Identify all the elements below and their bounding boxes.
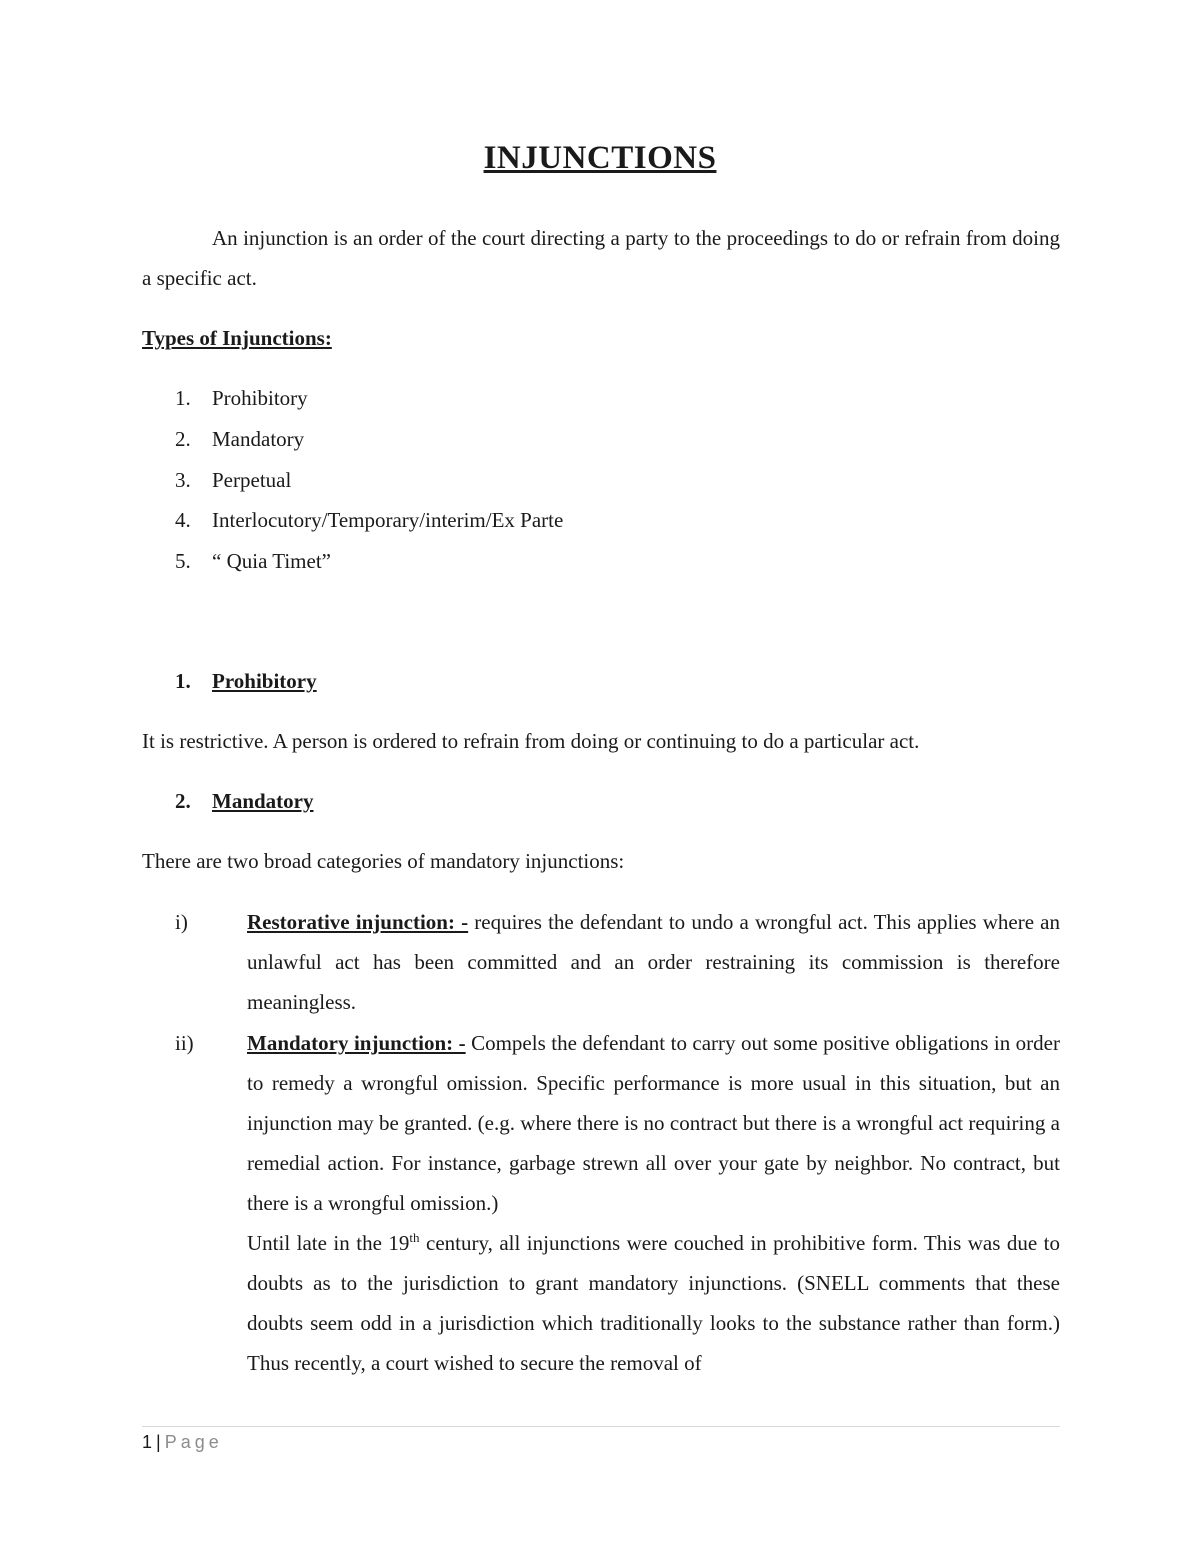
roman-item-content [247,1023,1060,1383]
history-text-start: Until late in the 19 [247,1231,410,1255]
list-number: 5. [175,549,191,574]
term-label: Restorative injunction: - [247,910,469,934]
section-number: 1. [175,669,191,693]
roman-marker: i) [175,910,188,934]
term-label: Mandatory injunction: - [247,1031,466,1055]
types-heading: Types of Injunctions: [142,326,332,350]
page-footer [142,1432,223,1453]
list-label: Mandatory [212,426,305,451]
intro-paragraph [142,218,1060,298]
list-item [142,500,563,541]
mandatory-description: There are two broad categories of mandatory injunctions: [142,849,625,873]
list-number: 3. [175,467,191,492]
roman-item-content [247,902,1060,1022]
list-number: 2. [175,426,191,451]
list-number: 1. [175,386,191,410]
section-title: Mandatory [212,789,314,813]
list-label: Interlocutory/Temporary/interim/Ex Parte [212,508,564,533]
page-label: Page [164,1432,223,1452]
term-definition: requires the defendant to undo a wrongful act. This applies where an unlawful act has been committed and an order restraining its commission is therefore meaningless. [247,910,1060,1014]
types-list [142,378,563,582]
ordinal-suffix: th [409,1230,420,1245]
roman-marker: ii) [175,1031,194,1055]
footer-divider [142,1426,1060,1427]
page-number: 1 [142,1432,153,1452]
section-number: 2. [175,789,191,813]
list-item [142,541,563,582]
footer-separator: | [156,1432,161,1452]
list-item [142,460,563,501]
page-title: INJUNCTIONS [483,140,717,176]
list-item [142,419,563,460]
intro-text: An injunction is an order of the court directing a party to the proceedings to do or refrain from doing a specific act. [142,226,1060,290]
list-item [142,378,563,419]
section-title: Prohibitory [212,669,317,693]
list-label: “ Quia Timet” [212,549,331,574]
term-definition: Compels the defendant to carry out some positive obligations in order to remedy a wrongful omission. Specific performance is more usual in this situation, but an injunction may be granted. (e.g. where there is no contract but there is a wrongful act requiring a remedial action. For instance, garbage strewn all over your gate by neighbor. No contract, but there is a wrongful omission.) [247,1031,1060,1215]
list-label: Prohibitory [212,386,308,410]
list-label: Perpetual [212,467,292,492]
prohibitory-description: It is restrictive. A person is ordered to refrain from doing or continuing to do a particular act. [142,729,920,753]
list-number: 4. [175,508,191,533]
history-text-rest: century, all injunctions were couched in prohibitive form. This was due to doubts as to the jurisdiction to grant mandatory injunctions. (SNELL comments that these doubts seem odd in a jurisdiction which traditionally looks to the substance rather than form.) Thus recently, a court wished to secure the removal of [247,1231,1060,1375]
